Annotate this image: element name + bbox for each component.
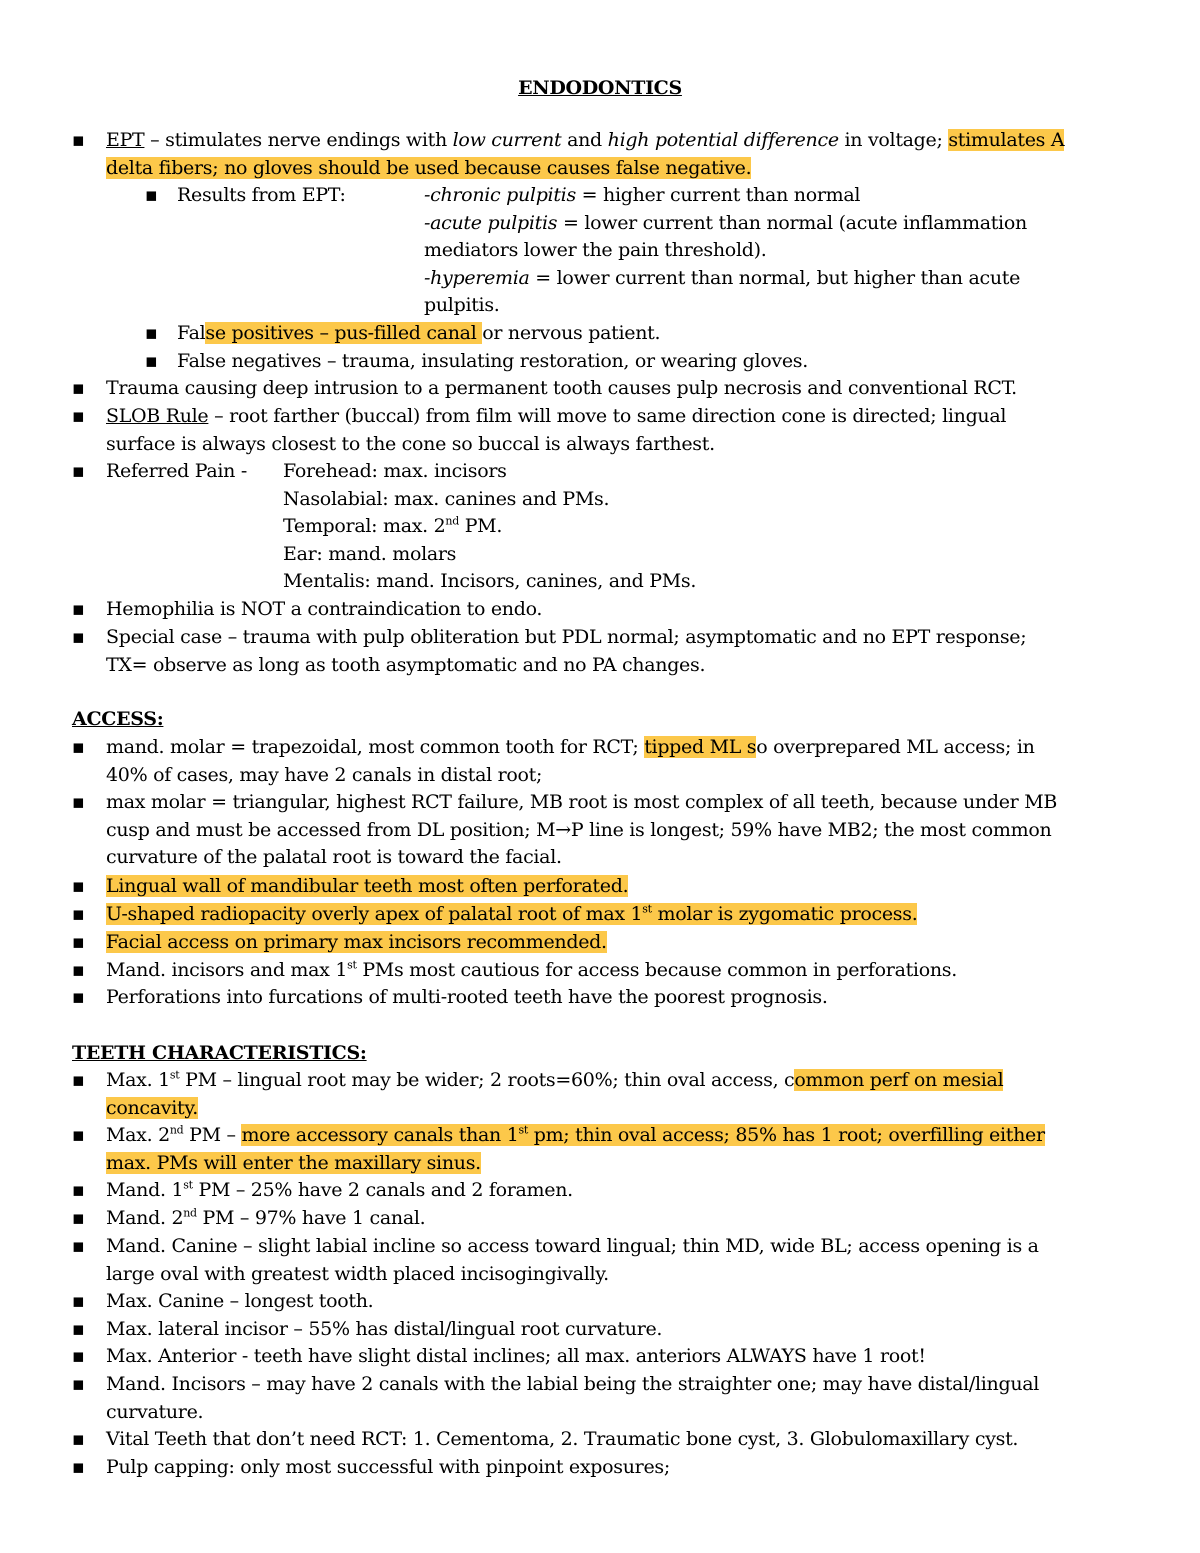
highlight: Lingual wall of mandibular teeth most often perforated. [106, 875, 629, 897]
document-page: ENDODONTICS ▪ EPT – stimulates nerve endings with low current and high potential difference in voltage; stimulates A delta fibers; no gloves should be used because causes false negative. ▪ Results from EPT: -chronic pulpitis = higher current than normal -acute pulpitis = lower current than normal (acute inflammation mediators lower the pain threshold). -hyperemia = lower current than normal, but higher than acute pulpitis. ▪ False positives – pus-filled canal or nervous patient. ▪ False negatives – trauma, insulating restoration, or wearing gloves. ▪ Trauma causing deep intrusion to a permanent tooth causes pulp necrosis and conventional RCT. ▪ SLOB Rule – root farther (buccal) from film will move to same direction cone is directed; lingual surface is always closest to the cone so buccal is always farthest. ▪ Referred Pain - Forehead: max. incisors Nasolabial: max. canines and PMs. Temporal: max. 2nd PM. Ear: mand. molars Mentalis: mand. Incisors, canines, and PMs. ▪ Hemophilia is NOT a contraindication to endo. ▪ Special case – trauma with pulp obliteration but PDL normal; asymptomatic and no EPT response; TX= observe as long as tooth asymptomatic and no PA changes. ACCESS: ▪ mand. molar = trapezoidal, most common tooth for RCT; tipped ML so overprepared ML access; in 40% of cases, may have 2 canals in distal root; ▪ max molar = triangular, highest RCT failure, MB root is most complex of all teeth, because under MB cusp and must be accessed from DL position; M→P line is longest; 59% have MB2; the most common curvature of the palatal root is toward the facial. ▪ Lingual wall of mandibular teeth most often perforated. ▪ U-shaped radiopacity overly apex of palatal root of max 1st molar is zygomatic process. ▪ Facial access on primary max incisors recommended. ▪ Mand. incisors and max 1st PMs most cautious for access because common in perforations. ▪ Perforations into furcations of multi-rooted teeth have the poorest prognosis. TEETH CHARACTERISTICS: ▪ Max. 1st PM – lingual root may be wider; 2 roots=60%; thin oval access, common perf on mesial concavity. ▪ Max. 2nd PM – more accessory canals than 1st pm; thin oval access; 85% has 1 root; overfilling either max. PMs will enter the maxillary sinus. ▪ Mand. 1st PM – 25% have 2 canals and 2 foramen. ▪ Mand. 2nd PM – 97% have 1 canal. ▪ Mand. Canine – slight labial incline so access toward lingual; thin MD, wide BL; access opening is a large oval with greatest width placed incisogingivally. ▪ Max. Canine – longest tooth. ▪ Max. lateral incisor – 55% has distal/lingual root curvature. ▪ Max. Anterior - teeth have slight distal inclines; all max. anteriors ALWAYS have 1 root! ▪ Mand. Incisors – may have 2 canals with the labial being the straighter one; may have distal/lingual curvature. ▪ Vital Teeth that don’t need RCT: 1. Cementoma, 2. Traumatic bone cyst, 3. Globulomaxillary cyst. ▪ Pulp capping: only most successful with pinpoint exposures; [0, 0, 1200, 1553]
highlight: stimulates A [948, 129, 1065, 151]
highlight: Facial access on primary max incisors recommended. [106, 931, 607, 953]
section-heading-teeth: TEETH CHARACTERISTICS: [72, 1042, 367, 1064]
page-title: ENDODONTICS [518, 77, 682, 99]
highlight: U-shaped radiopacity overly apex of palatal root of max 1st molar is zygomatic process. [106, 902, 918, 925]
highlight: delta fibers; no gloves should be used because causes false negative. [106, 156, 752, 179]
term-ept: EPT [106, 129, 145, 151]
highlight: concavity. [106, 1096, 198, 1119]
bullet: ▪ [72, 129, 85, 151]
term-slob: SLOB Rule [106, 405, 209, 427]
sub-bullet: ▪ [145, 322, 158, 344]
section-heading-access: ACCESS: [72, 708, 164, 730]
highlight: ommon perf on mesial [794, 1069, 1004, 1091]
highlight: max. PMs will enter the maxillary sinus. [106, 1151, 481, 1174]
highlight: tipped ML s [644, 736, 757, 758]
sub-bullet: ▪ [145, 184, 158, 206]
highlight: more accessory canals than 1st pm; thin oval access; 85% has 1 root; overfilling either [241, 1123, 1045, 1146]
sub-bullet: ▪ [145, 350, 158, 372]
highlight: se positives – pus-filled canal [205, 322, 483, 344]
results-label: Results from EPT: [177, 184, 346, 206]
